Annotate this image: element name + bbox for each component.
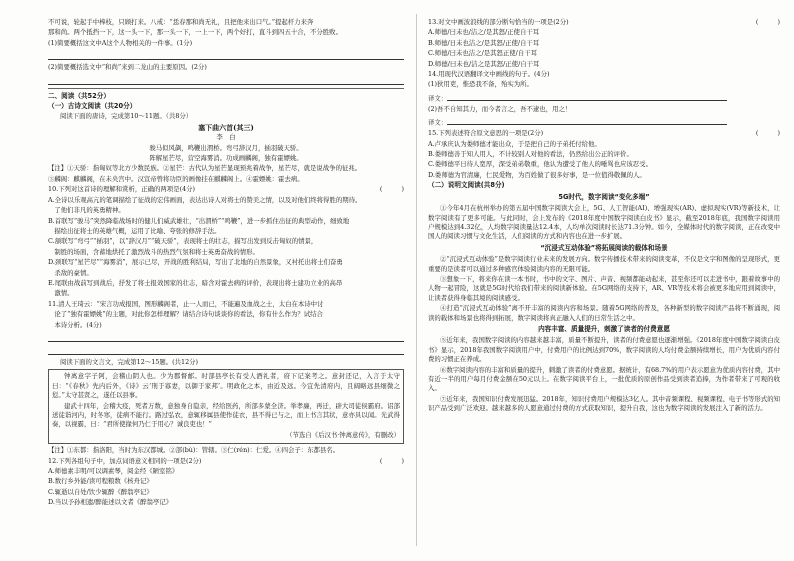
answer-bracket[interactable]: ( ) — [379, 456, 404, 465]
question-14-2: (2)吾不自知其力，而今者言之，吾不逮也，用之！ — [428, 104, 572, 113]
option-a: A.全诗以乐观高亢的笔调描绘了征战的宏伟画面，表达出诗人对将士的赞美之情，以及对他们终将得胜的期待。 — [48, 195, 362, 204]
option-b: B.师德/日未也洁之/是其怒/正使/自干耳 — [428, 38, 540, 47]
question-15 — [428, 129, 780, 138]
article-paragraph: ⑥数字阅读内容的丰富和质量的提升，刺激了读者的付费意愿。据统计，有68.7%的用户表示愿意为优质内容付费，其中有近一半的用户每月付费金额在50元以上。在数字阅读平台上，一批优质的原创作品受到读者追捧，为作者带来了可观的收入。 — [428, 365, 780, 393]
option-a: A.师德/曰未也/洁之/是其怒/正使自干耳 — [428, 28, 540, 37]
poem-line: 骏马似风飙，鸣鞭出渭桥。弯弓辞汉月，插羽破天骄。 — [149, 143, 303, 152]
classical-source: （节选自《后汉书·钟离意传》，有删改） — [286, 430, 400, 439]
answer-bracket[interactable]: ( ) — [755, 129, 780, 138]
article-subheading: “沉浸式互动体验”将拓展阅读的载体和场景 — [540, 243, 668, 252]
reading-instruction: 阅读下面的唐诗，完成第10～11题。（共8分） — [60, 112, 193, 121]
option-c: C.娄师德平日待人宽厚，深受弟弟敬重，他认为遭受了他人的唾骂也应该忍受。 — [428, 160, 652, 169]
answer-bracket[interactable]: ( ) — [379, 185, 404, 194]
option-e: E.尾联由战前写到战后，抒发了将士报效国家的壮志，暗含对霍去病的评价，表现出将士建功立业的高昂 — [48, 278, 343, 287]
option-b-cont: 描绘出征将士的英雄气概，运用了比喻、夸张的修辞手法。 — [48, 226, 221, 235]
question-10 — [48, 185, 404, 194]
option-a: A.师德素丰明/可以调素琴，阅金经《陋室铭》 — [48, 467, 179, 476]
translation-row — [428, 115, 780, 128]
option-c: C.辄逝以自处/饮少辄醉《醉翁亭记》 — [48, 487, 153, 496]
article-paragraph: ④打造“沉浸式互动体验”离不开丰富的阅读内容和场景。随着5G网络的普及，各种新型的数字阅读产品将不断涌现，阅读的载体和场景也将得到拓展，数字阅读将真正融入人们的日常生活之中。 — [428, 304, 780, 322]
question-11-cont: 论了“独有霍嫖姚”的主题，对此你怎样理解？请结合诗句谈谈你的看法，你有什么作为？试结合 — [48, 310, 323, 319]
top-paragraph-line: 不可说，轮起手中棒枝，只顾打来。八戒：“恁春那和尚无礼，且把他来出口气。”提起杆力来奔 — [48, 18, 314, 26]
poem-note: ③麟阁：麒麟阁，在未央宫中。汉宣帝曾将功臣的画像挂在麒麟阁上。④霍嫖姚：霍去病。 — [48, 174, 304, 183]
question-11: 11.清人王琦云：“宋言功成报国，图形麟阁者，止一人而已，不能遍及血战之士，太白在本诗中讨 — [48, 299, 324, 308]
option-d: D.娄师德为官清廉，仁民爱物，为百姓做了很多好事，是一位值得敬佩的人。 — [428, 170, 646, 179]
reading-instruction: 阅读下面的文言文，完成第12～15题。(共12分) — [60, 357, 199, 366]
option-c: C.师德/曰未也洁之/是其怒正使/自干耳 — [428, 49, 538, 58]
classical-text-box — [48, 369, 404, 444]
subsection-heading: （二）说明文阅读(共8分) — [428, 181, 505, 190]
option-b: B.娄师德善于知人用人，不计较别人对他的看法，仍然给出公正的评价。 — [428, 150, 633, 159]
article-paragraph: ①今年4月在杭州举办的第五届中国数字阅读大会上，5G、人工智能(AI)、增强现实(AR)、虚拟现实(VR)等新技术，让数字阅读有了更多可能。与此同时，会上发布的《2018年度中国数字阅读白皮书》显示，截至2018年底，我国数字阅读用户规模达到4.32亿，人均数字阅读量达12.4本，人均单次阅读时长达71.3分钟。如今，全媒体时代的数字阅读，正在改变中国人的阅读习惯与文化生活，人们阅读的方式和内容也在进一步扩展。 — [428, 204, 780, 241]
option-d: D.师德/曰未也/洁之是其怒/正使/自干耳 — [428, 59, 540, 68]
answer-line[interactable] — [48, 345, 404, 355]
answer-bracket[interactable]: ( ) — [755, 18, 780, 26]
classical-paragraph: 建武十四年，会稽大疫，死者万数，意独身自隐亲，经给医药，所部多蒙全济。举孝廉，再迁，辟大司徒侯霸府。诏部送徒诣河内，时冬寒，徒病不能行。路过弘农，意辄移属县使作徒衣，县不得已与之，而上书言其状，意亦具以闻。光武得奏，以视霸，曰：“君所使掾何乃仁于用心？诚良吏也！” — [52, 401, 400, 429]
answer-line[interactable] — [447, 117, 727, 125]
question-12-text: 12.下列各组句子中，加点词语意义相同的一项是(2分) — [48, 456, 202, 465]
article-title: 5G时代，数字阅读“变化多端” — [558, 192, 650, 201]
question-14-1: (1)狄用吏，惟恐我不备，殆实为所。 — [428, 80, 533, 89]
subsection-heading: （一）古诗文阅读（共20分） — [48, 102, 137, 111]
option-b: B.数行乡外能/读可程粮数《核舟记》 — [48, 477, 153, 486]
translation-row — [428, 91, 780, 104]
section-heading: 二、阅读（共52分） — [48, 91, 110, 100]
option-d-cont: 杀敌的豪情。 — [48, 268, 93, 277]
classical-paragraph: 钟离意字子阿，会稽山阴人也。少为郡督邮。时部县亭长有受人酒礼者，府下记案考之。意封还记，入言于太守曰：“《春秋》先内后外，《诗》云‘刑于寡妻，以御于家邦’。明政化之本，由近及远。今宜先清府内，且阔略远县细微之愆。”太守甚贤之，遂任以县事。 — [52, 372, 400, 400]
answer-line[interactable] — [48, 75, 404, 85]
option-e-cont: 激情。 — [48, 289, 74, 298]
poem-author: 李 白 — [216, 133, 236, 142]
question-11-cont: 本诗分析。(4分) — [48, 320, 102, 329]
answer-line[interactable] — [447, 93, 727, 101]
option-a: A.卢承庆认为娄师德才能出众，于是把自己的子弟托付给他。 — [428, 139, 601, 148]
question-13-text: 13.对文中画波浪线的部分断句恰当的一项是(2分) — [428, 18, 569, 26]
poem-line: 阵解星芒尽，营空海雾消。功成画麟阁，独有霍嫖姚。 — [149, 154, 303, 163]
poem-title: 塞下曲六首(其三) — [198, 122, 254, 132]
article-subheading: 内容丰富、质量提升，刺激了读者的付费意愿 — [538, 324, 670, 333]
option-a-cont: 了他们非凡的英勇精神。 — [48, 206, 125, 215]
question-1: (1)简要概括这文中A这个人物相关的一件事。(1分) — [48, 38, 193, 47]
question-15-text: 15.下列表述符合原文意思的一项是(2分) — [428, 129, 544, 138]
poem-note: 【注】①天骄：指匈奴等北方少数民族。②星芒：古代认为星芒显现预兆着战争，星芒尽，就是说战争的征兆。 — [48, 164, 362, 173]
article-paragraph: ②“沉浸式互动体验”是数字阅读行业未来的发展方向。数字传播技术带来的阅读变革，不仅是文字和图像的呈现形式，更重要的是读者可以通过多种感官体验阅读内容的无限可能。 — [428, 255, 780, 273]
right-column — [428, 18, 780, 415]
question-2: (2)简要概括选文中“和尚”来到二龙山的主要原因。(2分) — [48, 63, 207, 72]
translation-label: 译文： — [428, 118, 448, 127]
question-10-text: 10.下列对这首诗的理解和赏析，正确的两项是(4分) — [48, 185, 196, 194]
answer-line[interactable] — [48, 50, 404, 60]
question-14: 14.用现代汉语翻译文中画线的句子。(4分) — [428, 70, 550, 79]
top-paragraph-line: 那和尚。两个抵挡一下，这一头一下，那一头一下，一上一下，两个好打，直斗到四五十合，不分胜败。 — [48, 28, 342, 37]
option-c: C.颔联写“弯弓”“插羽”，以“辞汉月”“破天骄”，表现将士的壮志，描写出发到反击匈奴的情景， — [48, 237, 318, 246]
section-rule — [48, 88, 404, 89]
option-b: B.首联写“骏马”突然降临战场时的健儿们威武雄壮，“出渭桥”“鸣鞭”，进一步抓住出征的典型动作，细致地 — [48, 216, 350, 225]
left-column — [48, 18, 404, 509]
article-paragraph: ③想象一下，将来你在读一本书时，书中的文字、图片、声音、视频都能动起来，甚至你还可以走进书中，跟着故事中的人物一起冒险，这就是5G时代给我们带来的阅读新体验。在5G网络的支持下，AR、VR等技术将会被更多地应用到阅读中，让读者获得身临其境的阅读感受。 — [428, 274, 780, 302]
answer-line[interactable] — [48, 332, 404, 342]
article-paragraph: ⑦近年来，我国知识付费发展迅猛。2018年，知识付费用户规模达3亿人。其中音频课程、视频课程、电子书等形式的知识产品受到广泛欢迎。越来越多的人愿意通过付费的方式获取知识，提升自我，这也为数字阅读的发展注入了新的活力。 — [428, 394, 780, 413]
question-12 — [48, 457, 404, 466]
option-d: D.颈联写“星芒尽”“海雾消”，展示已尽，开战的胜利结局，写出了北地的自然景象，又衬托出将士们奋勇 — [48, 258, 343, 267]
column-divider — [416, 14, 417, 546]
option-c-cont: 制胜的场面，含蓄地烘托了激烈战斗的热烈气氛和将士英勇奋战的情形。 — [48, 247, 259, 256]
option-d: D.当以予孙相遗/醉能述以文者《醉翁亭记》 — [48, 498, 173, 507]
translation-label: 译文： — [428, 94, 448, 103]
question-13 — [428, 18, 780, 27]
article-paragraph: ⑤近年来，我国数字阅读的内容越来越丰富，质量不断提升，读者的付费意愿也逐渐增强。《2018年度中国数字阅读白皮书》显示，2018年我国数字阅读用户中，付费用户的比例达到70%，数字阅读的人均付费金额持续增长，用户为优质内容付费的习惯正在养成。 — [428, 336, 780, 364]
classical-note: 【注】①东都：指洛阳，当时为东汉都城。②部(bù)：管辖。③仁(rén)：仁爱。④四会子：东都县名。 — [48, 446, 340, 455]
